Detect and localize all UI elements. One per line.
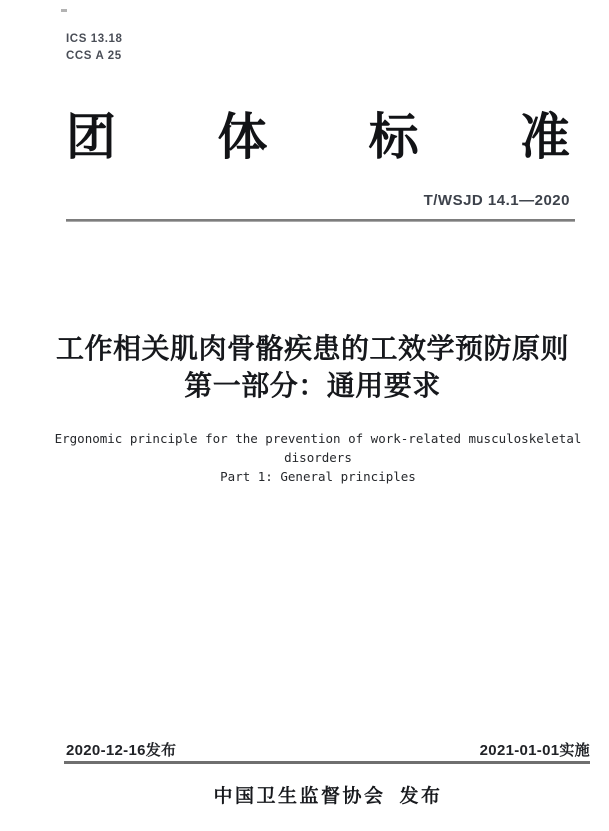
main-title-chinese	[16, 330, 609, 404]
standard-number: T/WSJD 14.1—2020	[423, 192, 570, 209]
document-type-title	[66, 106, 570, 168]
main-title-english	[46, 429, 590, 486]
implement-date: 2021-01-01实施	[479, 742, 590, 759]
publisher-name: 中国卫生监督协会	[213, 786, 386, 807]
issue-date: 2020-12-16发布	[66, 742, 177, 759]
dates-row	[66, 739, 590, 760]
english-title-line-1: Ergonomic principle for the prevention of work-related musculoskeletal	[54, 431, 582, 446]
footer-divider	[64, 761, 590, 764]
ccs-code: CCS A 25	[66, 50, 122, 62]
doc-type-char: 体	[217, 109, 268, 165]
doc-type-char: 团	[66, 109, 116, 165]
main-title-line-1: 工作相关肌肉骨骼疾患的工效学预防原则	[55, 333, 569, 364]
english-title-line-3: Part 1: General principles	[220, 469, 416, 484]
classification-codes	[66, 31, 123, 65]
main-title-line-2: 第一部分：通用要求	[184, 370, 441, 401]
header-divider	[66, 219, 575, 222]
doc-type-char: 标	[368, 109, 419, 165]
publisher-row	[66, 781, 590, 808]
publish-label: 发布	[399, 786, 443, 807]
ics-code: ICS 13.18	[66, 33, 123, 45]
english-title-line-2: disorders	[284, 450, 352, 465]
page-corner-mark	[61, 9, 67, 12]
doc-type-char: 准	[519, 109, 570, 165]
